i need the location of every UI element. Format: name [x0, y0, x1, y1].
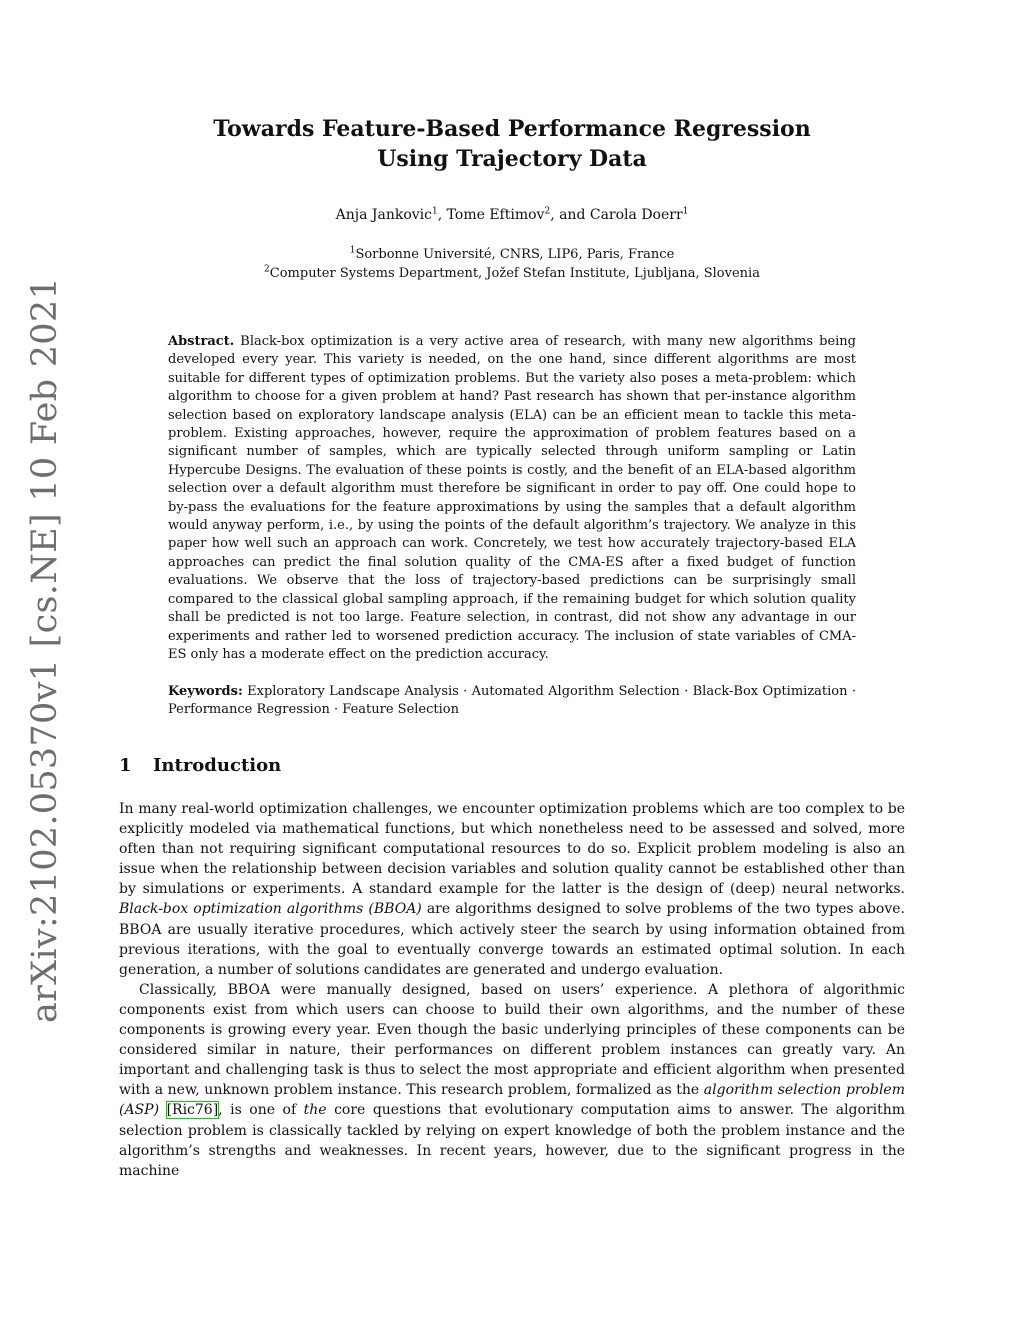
italic-term: algorithm selection problem (ASP) [119, 1082, 905, 1119]
affiliation-text: Computer Systems Department, Jožef Stefan Institute, Ljubljana, Slovenia [269, 266, 760, 281]
author-list [119, 207, 905, 223]
affiliation-marker: 2 [264, 264, 270, 275]
space [159, 1102, 167, 1118]
introduction-body [119, 799, 905, 1181]
arxiv-identifier-text: arXiv:2102.05370v1 [cs.NE] 10 Feb 2021 [25, 276, 65, 1024]
paragraph-text: core questions that evolutionary computation aims to answer. The algorithm selection problem is classically tackled by relying on expert knowledge of both the problem instance and the algorithm’s strengths and weaknesses. In recent years, however, due to the significant progress in the machine [119, 1102, 905, 1179]
author-name: Tome Eftimov [446, 207, 545, 223]
abstract [168, 333, 856, 664]
title-line-1: Towards Feature-Based Performance Regression [213, 116, 811, 142]
author-name: Anja Jankovic [335, 207, 432, 223]
abstract-label: Abstract. [168, 334, 235, 349]
affiliation [119, 245, 905, 264]
keywords-text: Exploratory Landscape Analysis · Automated Algorithm Selection · Black-Box Optimization · Performance Regression · Feature Selection [168, 684, 856, 718]
abstract-text: Black-box optimization is a very active area of research, with many new algorithms being developed every year. This variety is needed, on the one hand, since different algorithms are most suitable for different types of optimization problems. But the variety also poses a meta-problem: which algorithm to choose for a given problem at hand? Past research has shown that per-instance algorithm selection based on exploratory landscape analysis (ELA) can be an efficient mean to tackle this meta-problem. Existing approaches, however, require the approximation of problem features based on a significant number of samples, which are typically selected through uniform sampling or Latin Hypercube Designs. The evaluation of these points is costly, and the benefit of an ELA-based algorithm selection over a default algorithm must therefore be significant in order to pay off. One could hope to by-pass the evaluations for the feature approximations by using the samples that a default algorithm would anyway perform, i.e., by using the points of the default algorithm’s trajectory. We analyze in this paper how well such an approach can work. Concretely, we test how accurately trajectory-based ELA approaches can predict the final solution quality of the CMA-ES after a fixed budget of function evaluations. We observe that the loss of trajectory-based predictions can be surprisingly small compared to the classical global sampling approach, if the remaining budget for which solution quality shall be predicted is not too large. Feature selection, in contrast, did not show any advantage in our experiments and rather led to worsened prediction accuracy. The inclusion of state variables of CMA-ES only has a moderate effect on the prediction accuracy. [168, 334, 856, 662]
citation-link[interactable]: [Ric76] [166, 1102, 219, 1119]
affiliation-marker: 2 [544, 206, 551, 217]
affiliation-marker: 1 [682, 206, 689, 217]
affiliation-marker: 1 [349, 245, 356, 256]
paragraph-text: In many real-world optimization challenges, we encounter optimization problems which are too complex to be explicitly modeled via mathematical functions, but which nonetheless need to be assessed and solved, more often than not requiring significant computational resources to do so. Explicit problem modeling is also an issue when the relationship between decision variables and solution quality cannot be established other than by simulations or experiments. A standard example for the latter is the design of (deep) neural networks. [119, 801, 905, 898]
affiliation [119, 264, 905, 283]
title-line-2: Using Trajectory Data [377, 146, 647, 172]
keywords [168, 683, 856, 720]
italic-emphasis: the [303, 1102, 327, 1119]
section-heading [119, 755, 905, 776]
arxiv-identifier [20, 276, 70, 1024]
affiliation-list [119, 245, 905, 283]
section-number: 1 [119, 755, 132, 776]
paragraph-text: are algorithms designed to solve problems of the two types above. BBOA are usually iterative procedures, which actively steer the search by using information obtained from previous iterations, with the goal to eventually converge towards an estimated optimal solution. In each generation, a number of solutions candidates are generated and undergo evaluation. [119, 901, 905, 978]
italic-term: Black-box optimization algorithms (BBOA) [119, 901, 422, 918]
paper-title [119, 114, 905, 174]
paragraph-text: Classically, BBOA were manually designed, based on users’ experience. A plethora of algorithmic components exist from which users can choose to build their own algorithms, and the number of these components is growing every year. Even though the basic underlying principles of these components can be considered similar in nature, their performances on different problem instances can greatly vary. An important and challenging task is thus to select the most appropriate and efficient algorithm when presented with a new, unknown problem instance. This research problem, formalized as the [119, 981, 905, 1099]
paragraph-text: , is one of [218, 1102, 304, 1119]
affiliation-marker: 1 [432, 206, 438, 217]
author-name: Carola Doerr [589, 207, 683, 223]
paragraph [119, 980, 905, 1181]
author-separator: , and [550, 207, 590, 223]
section-title: Introduction [153, 755, 282, 776]
paragraph [119, 799, 905, 980]
keywords-label: Keywords: [168, 684, 243, 699]
author-separator: , [437, 207, 447, 223]
affiliation-text: Sorbonne Université, CNRS, LIP6, Paris, France [355, 247, 675, 262]
